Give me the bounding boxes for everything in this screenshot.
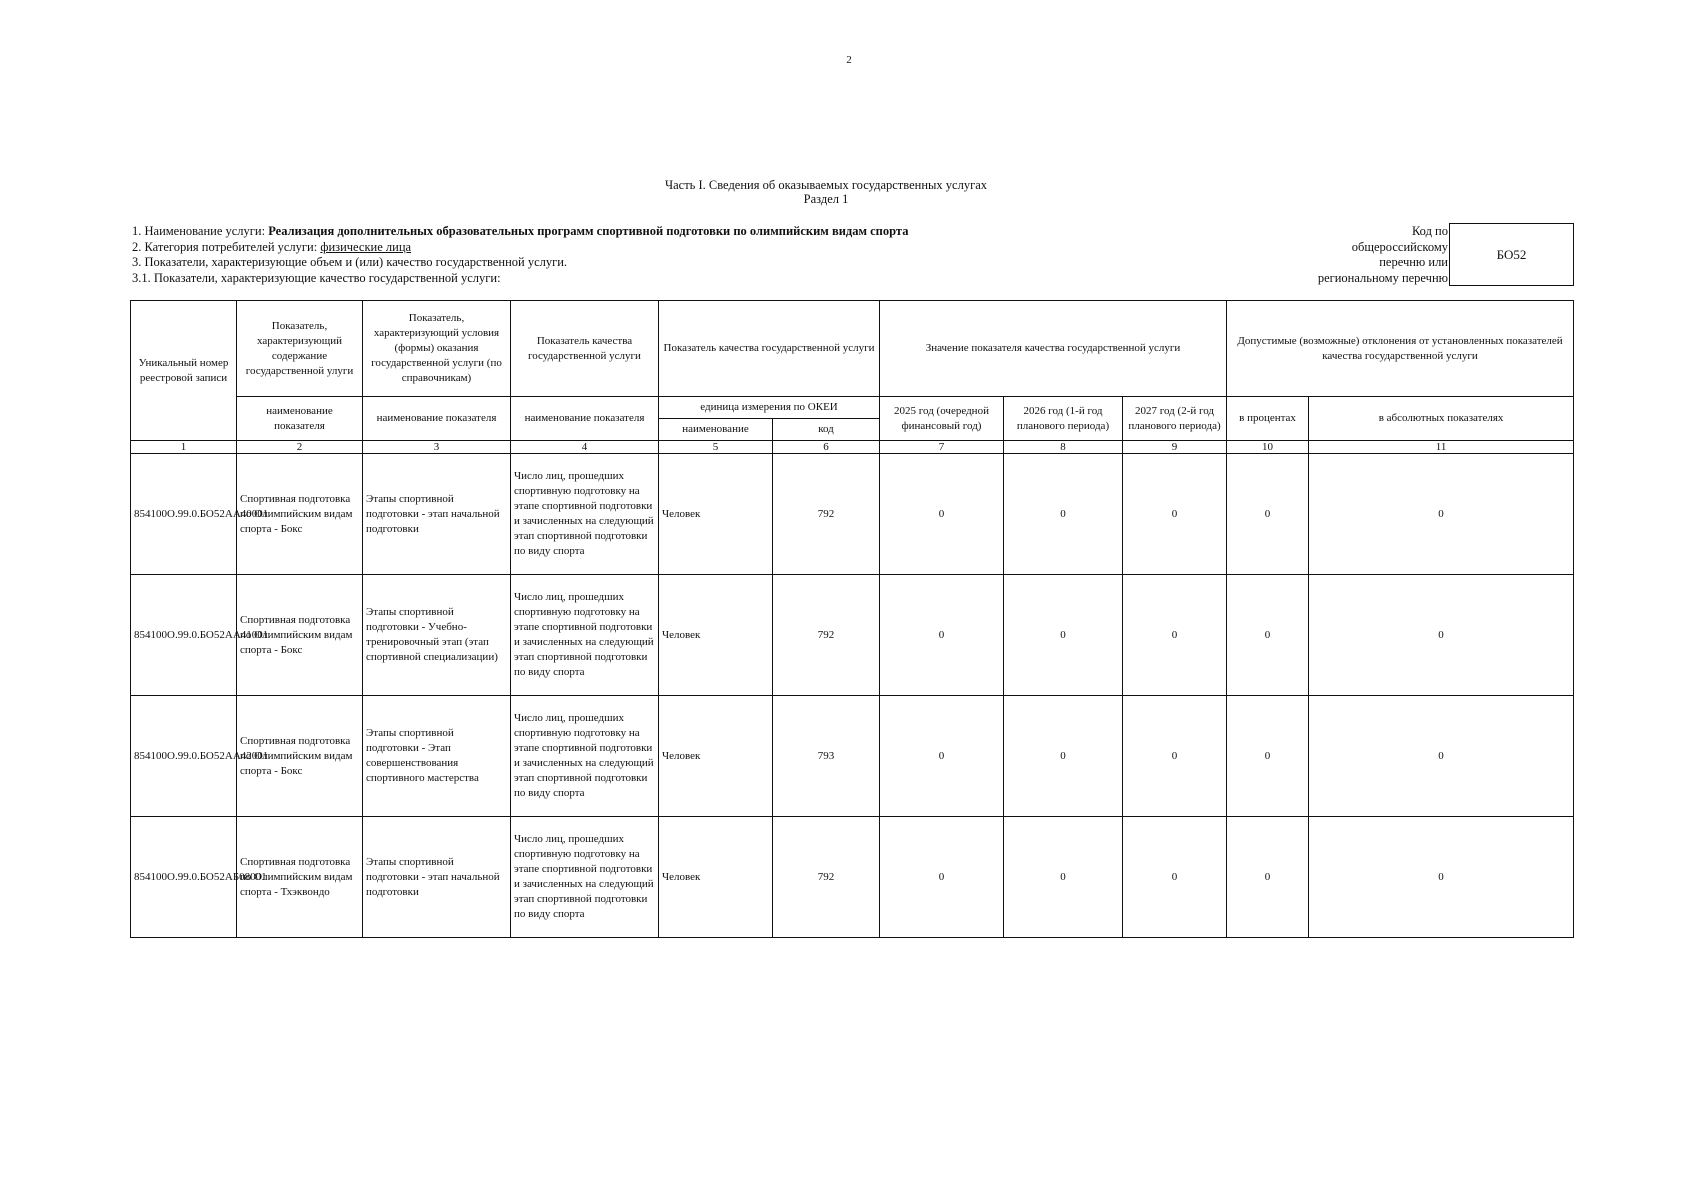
column-number: 10 <box>1227 441 1309 454</box>
unit-name-cell: Человек <box>659 696 773 817</box>
deviation-absolute-cell: 0 <box>1309 454 1574 575</box>
deviation-percent-cell: 0 <box>1227 817 1309 938</box>
header-year-2025: 2025 год (очередной финансовый год) <box>880 397 1004 441</box>
conditions-cell: Этапы спортивной подготовки - этап начальной подготовки <box>363 817 511 938</box>
code-label-line-1: Код по <box>1411 224 1448 238</box>
unit-name-cell: Человек <box>659 575 773 696</box>
quality-indicators-table <box>130 300 1574 938</box>
registry-code-box <box>1449 223 1574 286</box>
column-number-row <box>131 441 1574 454</box>
header-absolute: в абсолютных показателях <box>1309 397 1574 441</box>
deviation-absolute-cell: 0 <box>1309 696 1574 817</box>
service-name-label: 1. Наименование услуги: <box>132 224 269 238</box>
header-content-indicator: Показатель, характеризующий содержание государственной улуги <box>237 301 363 397</box>
value-2027-cell: 0 <box>1123 817 1227 938</box>
service-name-line <box>132 224 1232 240</box>
header-year-2027: 2027 год (2-й год планового периода) <box>1123 397 1227 441</box>
table-row <box>131 454 1574 575</box>
code-label-line-4: региональному перечню <box>1317 270 1448 285</box>
table-row <box>131 817 1574 938</box>
service-info <box>132 224 1232 286</box>
unit-code-cell: 792 <box>773 454 880 575</box>
indicator-cell: Число лиц, прошедших спортивную подготовку на этапе спортивной подготовки и зачисленных на следующий этап спортивной подготовки по виду спорта <box>511 817 659 938</box>
section-heading: Раздел 1 <box>803 192 849 206</box>
header-row-1 <box>131 301 1574 397</box>
value-2027-cell: 0 <box>1123 696 1227 817</box>
conditions-cell: Этапы спортивной подготовки - этап начальной подготовки <box>363 454 511 575</box>
registry-number-cell: 854100О.99.0.БО52АА42001 <box>131 696 237 817</box>
deviation-percent-cell: 0 <box>1227 696 1309 817</box>
header-quality-indicator-unit: Показатель качества государственной услуги <box>659 301 880 397</box>
deviation-absolute-cell: 0 <box>1309 817 1574 938</box>
consumer-category-value: физические лица <box>320 239 412 254</box>
consumer-category-label: 2. Категория потребителей услуги: <box>132 239 321 254</box>
content-cell: Спортивная подготовка по Олимпийским видам спорта - Бокс <box>237 575 363 696</box>
header-row-2 <box>131 397 1574 419</box>
consumer-category-line <box>132 240 1232 256</box>
content-cell: Спортивная подготовка по Олимпийским видам спорта - Бокс <box>237 696 363 817</box>
column-number: 9 <box>1123 441 1227 454</box>
column-number: 4 <box>511 441 659 454</box>
code-label-line-3: перечню или <box>1379 255 1448 269</box>
indicator-cell: Число лиц, прошедших спортивную подготовку на этапе спортивной подготовки и зачисленных на следующий этап спортивной подготовки по виду спорта <box>511 575 659 696</box>
table-row <box>131 575 1574 696</box>
unit-name-cell: Человек <box>659 454 773 575</box>
indicator-cell: Число лиц, прошедших спортивную подготовку на этапе спортивной подготовки и зачисленных на следующий этап спортивной подготовки по виду спорта <box>511 696 659 817</box>
header-year-2026: 2026 год (1-й год планового периода) <box>1004 397 1123 441</box>
value-2025-cell: 0 <box>880 454 1004 575</box>
header-unit-name: наименование <box>659 419 773 441</box>
table-row <box>131 696 1574 817</box>
header-conditions-indicator: Показатель, характеризующий условия (формы) оказания государственной услуги (по справочникам) <box>363 301 511 397</box>
registry-number-cell: 854100О.99.0.БО52АА41001 <box>131 575 237 696</box>
registry-number-cell: 854100О.99.0.БО52АА40001 <box>131 454 237 575</box>
header-unit-code: код <box>773 419 880 441</box>
header-conditions-name: наименование показателя <box>363 397 511 441</box>
column-number: 3 <box>363 441 511 454</box>
column-number: 7 <box>880 441 1004 454</box>
column-number: 2 <box>237 441 363 454</box>
part-heading: Часть I. Сведения об оказываемых государственных услугах <box>664 178 988 192</box>
deviation-absolute-cell: 0 <box>1309 575 1574 696</box>
value-2026-cell: 0 <box>1004 454 1123 575</box>
column-number: 5 <box>659 441 773 454</box>
header-allowed-deviation: Допустимые (возможные) отклонения от установленных показателей качества государственной услуги <box>1227 301 1574 397</box>
header-quality-indicator: Показатель качества государственной услуги <box>511 301 659 397</box>
service-name-value: Реализация дополнительных образовательных программ спортивной подготовки по олимпийским видам спорта <box>268 224 909 238</box>
registry-code-value: БО52 <box>1496 246 1527 262</box>
value-2026-cell: 0 <box>1004 696 1123 817</box>
conditions-cell: Этапы спортивной подготовки - Этап совершенствования спортивного мастерства <box>363 696 511 817</box>
header-content-name: наименование показателя <box>237 397 363 441</box>
deviation-percent-cell: 0 <box>1227 575 1309 696</box>
code-label-line-2: общероссийскому <box>1351 239 1448 254</box>
column-number: 8 <box>1004 441 1123 454</box>
content-cell: Спортивная подготовка по Олимпийским видам спорта - Тхэквондо <box>237 817 363 938</box>
unit-code-cell: 792 <box>773 817 880 938</box>
value-2027-cell: 0 <box>1123 454 1227 575</box>
value-2025-cell: 0 <box>880 817 1004 938</box>
column-number: 11 <box>1309 441 1574 454</box>
indicators-line: 3. Показатели, характеризующие объем и (или) качество государственной услуги. <box>132 255 568 269</box>
deviation-percent-cell: 0 <box>1227 454 1309 575</box>
header-percent: в процентах <box>1227 397 1309 441</box>
value-2026-cell: 0 <box>1004 575 1123 696</box>
header-unique-number: Уникальный номер реестровой записи <box>131 301 237 441</box>
conditions-cell: Этапы спортивной подготовки - Учебно-тренировочный этап (этап спортивной специализации) <box>363 575 511 696</box>
value-2027-cell: 0 <box>1123 575 1227 696</box>
indicator-cell: Число лиц, прошедших спортивную подготовку на этапе спортивной подготовки и зачисленных на следующий этап спортивной подготовки по виду спорта <box>511 454 659 575</box>
unit-name-cell: Человек <box>659 817 773 938</box>
quality-indicators-line: 3.1. Показатели, характеризующие качество государственной услуги: <box>132 270 501 285</box>
registry-number-cell: 854100О.99.0.БО52АБ08001 <box>131 817 237 938</box>
column-number: 1 <box>131 441 237 454</box>
value-2025-cell: 0 <box>880 696 1004 817</box>
unit-code-cell: 792 <box>773 575 880 696</box>
page-number: 2 <box>846 54 852 66</box>
registry-code-label <box>1300 224 1448 286</box>
header-quality-value: Значение показателя качества государственной услуги <box>880 301 1227 397</box>
header-quality-name: наименование показателя <box>511 397 659 441</box>
column-number: 6 <box>773 441 880 454</box>
value-2025-cell: 0 <box>880 575 1004 696</box>
unit-code-cell: 793 <box>773 696 880 817</box>
content-cell: Спортивная подготовка по Олимпийским видам спорта - Бокс <box>237 454 363 575</box>
header-okei-unit: единица измерения по ОКЕИ <box>659 397 880 419</box>
document-title <box>0 178 1652 206</box>
value-2026-cell: 0 <box>1004 817 1123 938</box>
